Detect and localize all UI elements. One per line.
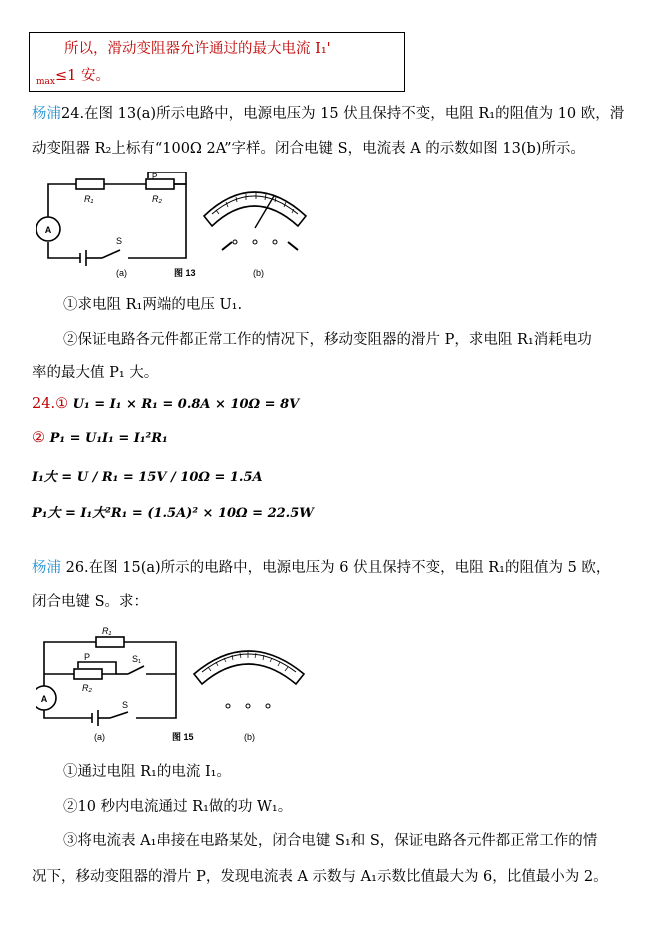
q26-line-1 bbox=[32, 556, 610, 577]
q26-sub-3-line-1: ③将电流表 A₁串接在电路某处，闭合电键 S₁和 S，保证电路各元件都正常工作的情 bbox=[63, 833, 598, 849]
answer-24-mark-1: ① bbox=[55, 396, 69, 412]
resistor-r1-15 bbox=[96, 637, 124, 647]
q24-sub-1: ①求电阻 R₁两端的电压 U₁. bbox=[63, 297, 243, 313]
answer-24-mark-2: ② bbox=[32, 430, 45, 446]
q26-sub-2: ②10 秒内电流通过 R₁做的功 W₁。 bbox=[63, 799, 293, 815]
q26-sub-1: ①通过电阻 R₁的电流 I₁。 bbox=[63, 764, 231, 780]
r2-15-label: R₂ bbox=[82, 683, 92, 693]
caption-15b: (b) bbox=[244, 732, 255, 742]
q26-tag: 杨浦 bbox=[32, 560, 61, 576]
answer-24-line-1 bbox=[32, 396, 299, 412]
caption-b: (b) bbox=[253, 268, 264, 278]
q26-text-1: 26.在图 15(a)所示的电路中，电源电压为 6 伏且保持不变，电阻 R₁的阻值为 5 欧， bbox=[61, 560, 611, 576]
q24-line-2: 动变阻器 R₂上标有“100Ω 2A”字样。闭合电键 S，电流表 A 的示数如图 13(b)所示。 bbox=[32, 141, 585, 157]
note-subscript: max bbox=[36, 76, 55, 87]
q24-sub-2-line-2: 率的最大值 P₁ 大。 bbox=[32, 365, 159, 381]
rheostat-r2-15 bbox=[74, 669, 102, 679]
q26-line-2: 闭合电键 S。求： bbox=[32, 594, 149, 610]
circuit-13a bbox=[36, 172, 186, 266]
r1-label: R₁ bbox=[84, 194, 94, 204]
q24-sub-2-line-1: ②保证电路各元件都正常工作的情况下，移动变阻器的滑片 P，求电阻 R₁消耗电功 bbox=[63, 332, 592, 348]
resistor-r1 bbox=[76, 179, 104, 189]
figure-title: 图 13 bbox=[174, 268, 196, 278]
meter-15b bbox=[194, 651, 304, 708]
answer-24-eq-2: P₁ = U₁I₁ = I₁²R₁ bbox=[49, 431, 168, 446]
ammeter-15-label: A bbox=[40, 694, 48, 704]
answer-24-eq-1: U₁ = I₁ × R₁ = 0.8A × 10Ω = 8V bbox=[72, 397, 300, 412]
q24-tag: 杨浦 bbox=[32, 106, 61, 122]
r2-label: R₂ bbox=[152, 194, 162, 204]
p-15-label: P bbox=[84, 652, 91, 662]
q24-line-1 bbox=[32, 102, 624, 123]
caption-a: (a) bbox=[116, 268, 127, 278]
answer-24-eq-3: I₁大 = U / R₁ = 15V / 10Ω = 1.5A bbox=[32, 470, 263, 485]
answer-24-eq-4: P₁大 = I₁大²R₁ = (1.5A)² × 10Ω = 22.5W bbox=[32, 506, 314, 521]
s1-label: S₁ bbox=[132, 654, 142, 664]
r1-15-label: R₁ bbox=[102, 626, 112, 636]
s-15-label: S bbox=[122, 700, 129, 710]
caption-15a: (a) bbox=[94, 732, 105, 742]
note-line-2 bbox=[36, 64, 110, 87]
rheostat-r2 bbox=[146, 179, 174, 189]
figure-15 bbox=[36, 624, 306, 746]
s-label: S bbox=[116, 236, 123, 246]
answer-24-number: 24. bbox=[32, 396, 56, 412]
ammeter-label: A bbox=[44, 225, 52, 235]
meter-13b bbox=[204, 192, 306, 250]
figure-15-title: 图 15 bbox=[172, 732, 194, 742]
q26-sub-3-line-2: 况下，移动变阻器的滑片 P，发现电流表 A 示数与 A₁示数比值最大为 6，比值最小为 2。 bbox=[32, 869, 608, 885]
figure-13 bbox=[36, 172, 316, 282]
circuit-15a bbox=[36, 637, 176, 726]
q24-text-1: 24.在图 13(a)所示电路中，电源电压为 15 伏且保持不变，电阻 R₁的阻值为 10 欧，滑 bbox=[61, 106, 625, 122]
note-line-1: 所以，滑动变阻器允许通过的最大电流 I₁' bbox=[64, 41, 331, 57]
p-label: P bbox=[152, 172, 158, 181]
note-line-2-text: ≤1 安。 bbox=[54, 68, 110, 84]
answer-24-line-2 bbox=[32, 430, 168, 446]
